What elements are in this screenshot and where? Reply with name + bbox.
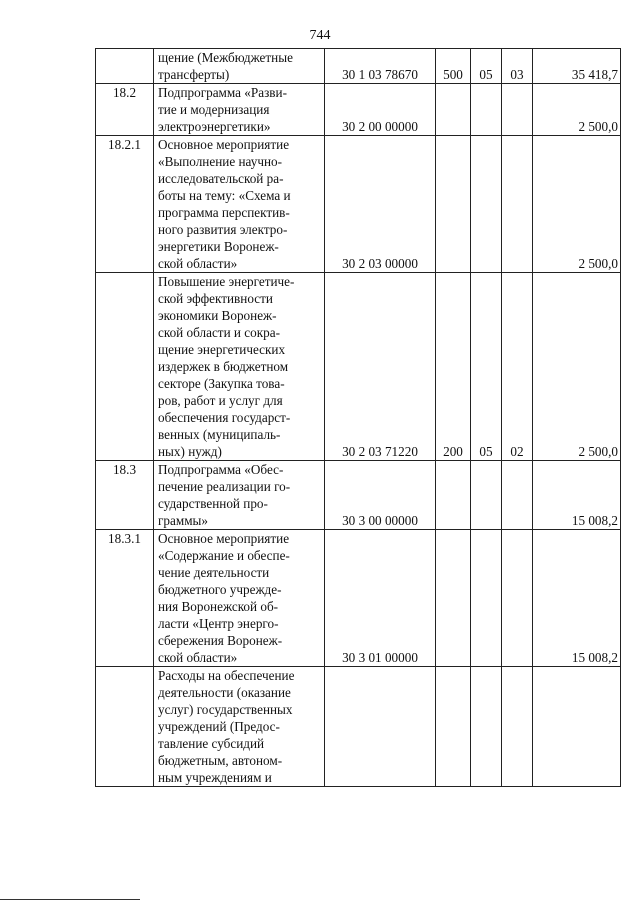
row-code: 30 2 03 00000: [325, 136, 436, 273]
row-code: 30 3 00 00000: [325, 461, 436, 530]
row-number: [96, 667, 154, 787]
row-name: Расходы на обеспечение деятельности (оказание услуг) государственных учреждений (Предос- тавление субсидий бюджетным, автоном- ным учреждениям и: [154, 667, 325, 787]
row-name: Подпрограмма «Обес- печение реализации го- сударственной про- граммы»: [154, 461, 325, 530]
row-section: [471, 667, 502, 787]
budget-table: [95, 48, 621, 787]
table-row: [96, 49, 621, 84]
row-sum: 15 008,2: [533, 530, 621, 667]
row-sum: 35 418,7: [533, 49, 621, 84]
row-subsection: 03: [502, 49, 533, 84]
row-subsection: [502, 530, 533, 667]
table-row: [96, 530, 621, 667]
row-code: 30 1 03 78670: [325, 49, 436, 84]
row-code: 30 2 00 00000: [325, 84, 436, 136]
row-number: [96, 273, 154, 461]
table-row: [96, 136, 621, 273]
row-number: [96, 49, 154, 84]
row-section: 05: [471, 273, 502, 461]
row-expense-type: [436, 84, 471, 136]
row-subsection: [502, 136, 533, 273]
row-sum: [533, 667, 621, 787]
row-expense-type: 200: [436, 273, 471, 461]
table-row: [96, 84, 621, 136]
row-name: щение (Межбюджетные трансферты): [154, 49, 325, 84]
table-row: [96, 667, 621, 787]
page-number: 744: [309, 28, 331, 43]
row-number: 18.2: [96, 84, 154, 136]
row-expense-type: [436, 461, 471, 530]
row-code: [325, 667, 436, 787]
row-subsection: [502, 667, 533, 787]
row-number: 18.3.1: [96, 530, 154, 667]
row-section: 05: [471, 49, 502, 84]
table-body: [96, 49, 621, 787]
row-subsection: [502, 84, 533, 136]
row-name: Основное мероприятие «Выполнение научно- исследовательской ра- боты на тему: «Схема и программа перспектив- ного развития электро- энергетики Воронеж- ской области»: [154, 136, 325, 273]
row-code: 30 3 01 00000: [325, 530, 436, 667]
row-sum: 2 500,0: [533, 84, 621, 136]
row-subsection: 02: [502, 273, 533, 461]
row-number: 18.3: [96, 461, 154, 530]
row-section: [471, 84, 502, 136]
row-code: 30 2 03 71220: [325, 273, 436, 461]
row-sum: 2 500,0: [533, 136, 621, 273]
row-sum: 2 500,0: [533, 273, 621, 461]
row-sum: 15 008,2: [533, 461, 621, 530]
row-expense-type: [436, 667, 471, 787]
row-name: Повышение энергетиче- ской эффективности экономики Воронеж- ской области и сокра- щение энергетических издержек в бюджетном секторе (Закупка това- ров, работ и услуг для обеспечения государст- венных (муниципаль- ных) нужд): [154, 273, 325, 461]
row-name: Подпрограмма «Разви- тие и модернизация электроэнергетики»: [154, 84, 325, 136]
row-expense-type: 500: [436, 49, 471, 84]
row-section: [471, 136, 502, 273]
row-number: 18.2.1: [96, 136, 154, 273]
row-subsection: [502, 461, 533, 530]
table-row: [96, 273, 621, 461]
row-expense-type: [436, 136, 471, 273]
footnote-divider: [0, 899, 140, 900]
row-section: [471, 530, 502, 667]
table-row: [96, 461, 621, 530]
row-expense-type: [436, 530, 471, 667]
row-name: Основное мероприятие «Содержание и обеспе- чение деятельности бюджетного учрежде- ния Воронежской об- ласти «Центр энерго- сбережения Воронеж- ской области»: [154, 530, 325, 667]
row-section: [471, 461, 502, 530]
